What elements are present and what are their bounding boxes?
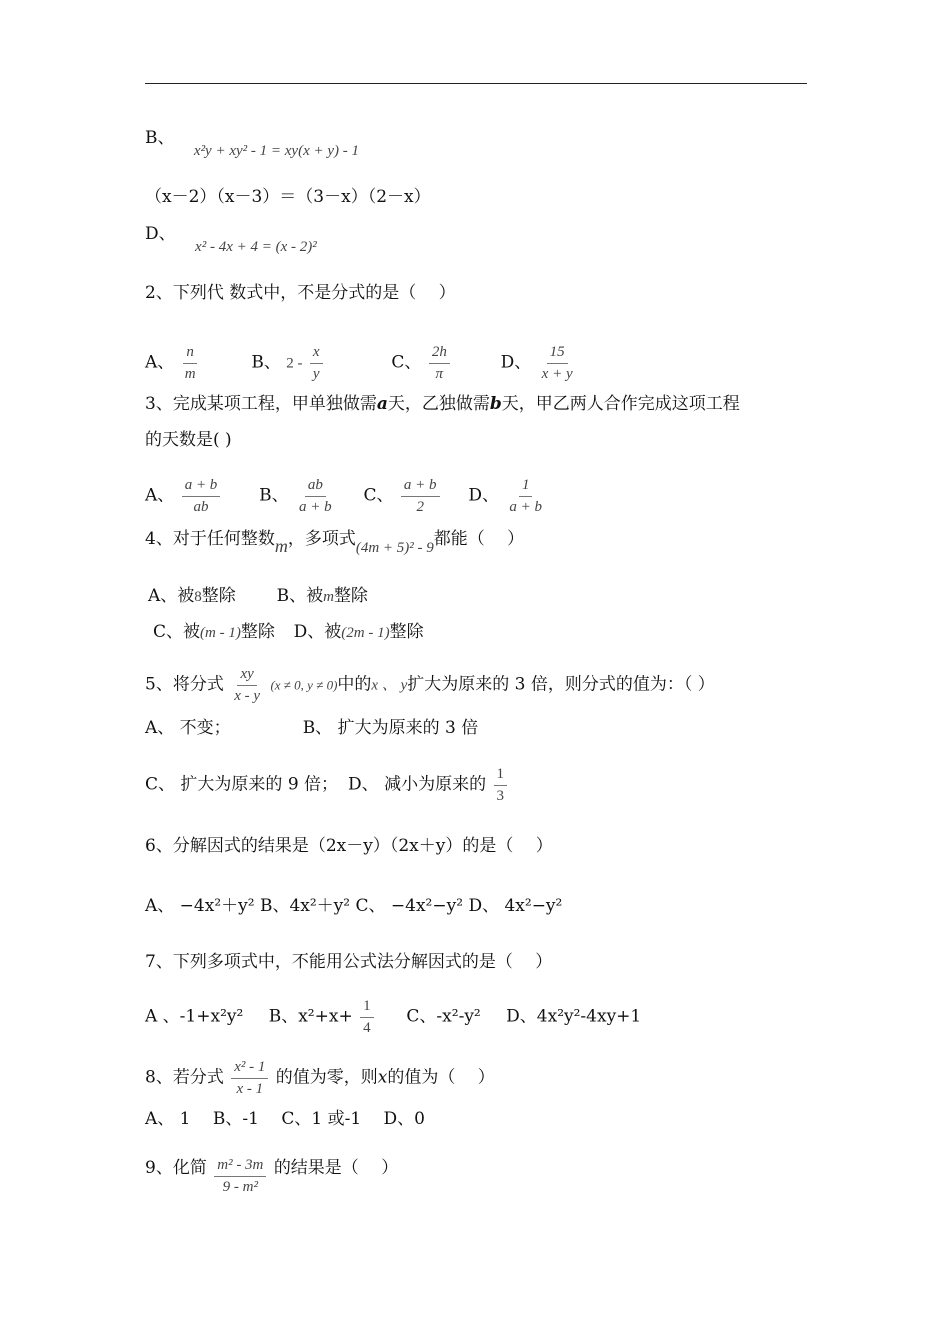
q3-a-fraction: $\frac{a + b}{ab}$: [182, 477, 221, 515]
q7-stem: 7、下列多项式中，不能用公式法分解因式的是（ ）: [145, 952, 553, 972]
q3-b-fraction: $\frac{ab}{a + b}$: [299, 477, 332, 515]
q3-c-fraction: $\frac{a + b}{2}$: [401, 477, 440, 515]
q1-option-b: B、 x²y + xy² - 1 = xy(x + y) - 1: [145, 128, 360, 159]
q5-fraction: $\frac{xy}{x - y}$: [234, 666, 261, 704]
q2-d-fraction: $\frac{15}{x + y}$: [541, 344, 573, 382]
q3-options: A、 $\frac{a + b}{ab}$ B、 $\frac{ab}{a + b}$ C、 $\frac{a + b}{2}$ D、 $\frac{1}{a + b}$: [145, 477, 547, 515]
q2-b-fraction: $\frac{x}{y}$: [310, 344, 323, 382]
q2-c-fraction: $\frac{2h}{\pi}$: [429, 344, 450, 382]
q8-fraction: $\frac{\text{x² - 1}}{x - 1}$: [231, 1059, 268, 1097]
q1-option-c: （x－2）（x－3）＝（3－x）（2－x）: [145, 187, 431, 207]
q1-d-expression: x² - 4x + 4 = (x - 2)²: [195, 239, 317, 255]
q8-stem: 8、若分式 $\frac{\text{x² - 1}}{x - 1}$ 的值为零，则x的值为（ ）: [145, 1059, 495, 1097]
q5-d-fraction: $\frac{1}{3}$: [494, 766, 508, 804]
q8-options: A、 1 B、-1 C、1 或-1 D、0: [145, 1109, 425, 1129]
q2-options: A、 $\frac{n}{m}$ B、 2 - $\frac{x}{y}$ C、 $\frac{2h}{\pi}$ D、 $\frac{15}{x + y}$: [145, 344, 578, 382]
q1-b-expression: x²y + xy² - 1 = xy(x + y) - 1: [193, 143, 360, 159]
q9-stem: 9、化简 $\frac{\text{m² - 3m}}{\text{9 - m²}}$ 的结果是（ ）: [145, 1157, 399, 1195]
q4-options-ab: A、被8整除 B、被m整除: [148, 586, 368, 606]
q7-options: A 、-1+x²y² B、x²+x+ $\frac{1}{4}$ C、-x²-y² D、4x²y²-4xy+1: [145, 998, 642, 1036]
q5-options-cd: C、 扩大为原来的 9 倍； D、 减小为原来的 $\frac{1}{3}$: [145, 766, 509, 804]
q3-stem-line2: 的天数是( ): [145, 430, 232, 450]
q5-stem: 5、将分式 $\frac{xy}{x - y}$ (x ≠ 0, y ≠ 0)中的x 、 y扩大为原来的 3 倍，则分式的值为：（ ）: [145, 666, 715, 704]
q6-stem: 6、分解因式的结果是（2x－y）（2x＋y）的是（ ）: [145, 836, 553, 856]
q2-stem: 2、下列代 数式中，不是分式的是（ ）: [145, 283, 456, 303]
q9-fraction: $\frac{\text{m² - 3m}}{\text{9 - m²}}$: [214, 1157, 266, 1195]
q4-options-cd: C、被(m - 1)整除 D、被(2m - 1)整除: [153, 622, 424, 642]
q5-options-ab: A、 不变； B、 扩大为原来的 3 倍: [145, 718, 479, 738]
q7-b-fraction: $\frac{1}{4}$: [360, 998, 374, 1036]
q3-stem: 3、完成某项工程，甲单独做需a天，乙独做需b天，甲乙两人合作完成这项工程: [145, 394, 740, 414]
q4-stem: 4、对于任何整数m，多项式(4m + 5)² - 9都能（ ）: [145, 529, 525, 556]
q6-options: A、 −4x²＋y² B、4x²＋y² C、 −4x²−y² D、 4x²−y²: [145, 896, 563, 916]
q1-option-d: D、 x² - 4x + 4 = (x - 2)²: [145, 224, 317, 255]
header-rule: [145, 83, 807, 84]
q3-d-fraction: $\frac{1}{a + b}$: [509, 477, 542, 515]
q2-a-fraction: $\frac{n}{m}$: [184, 344, 196, 382]
